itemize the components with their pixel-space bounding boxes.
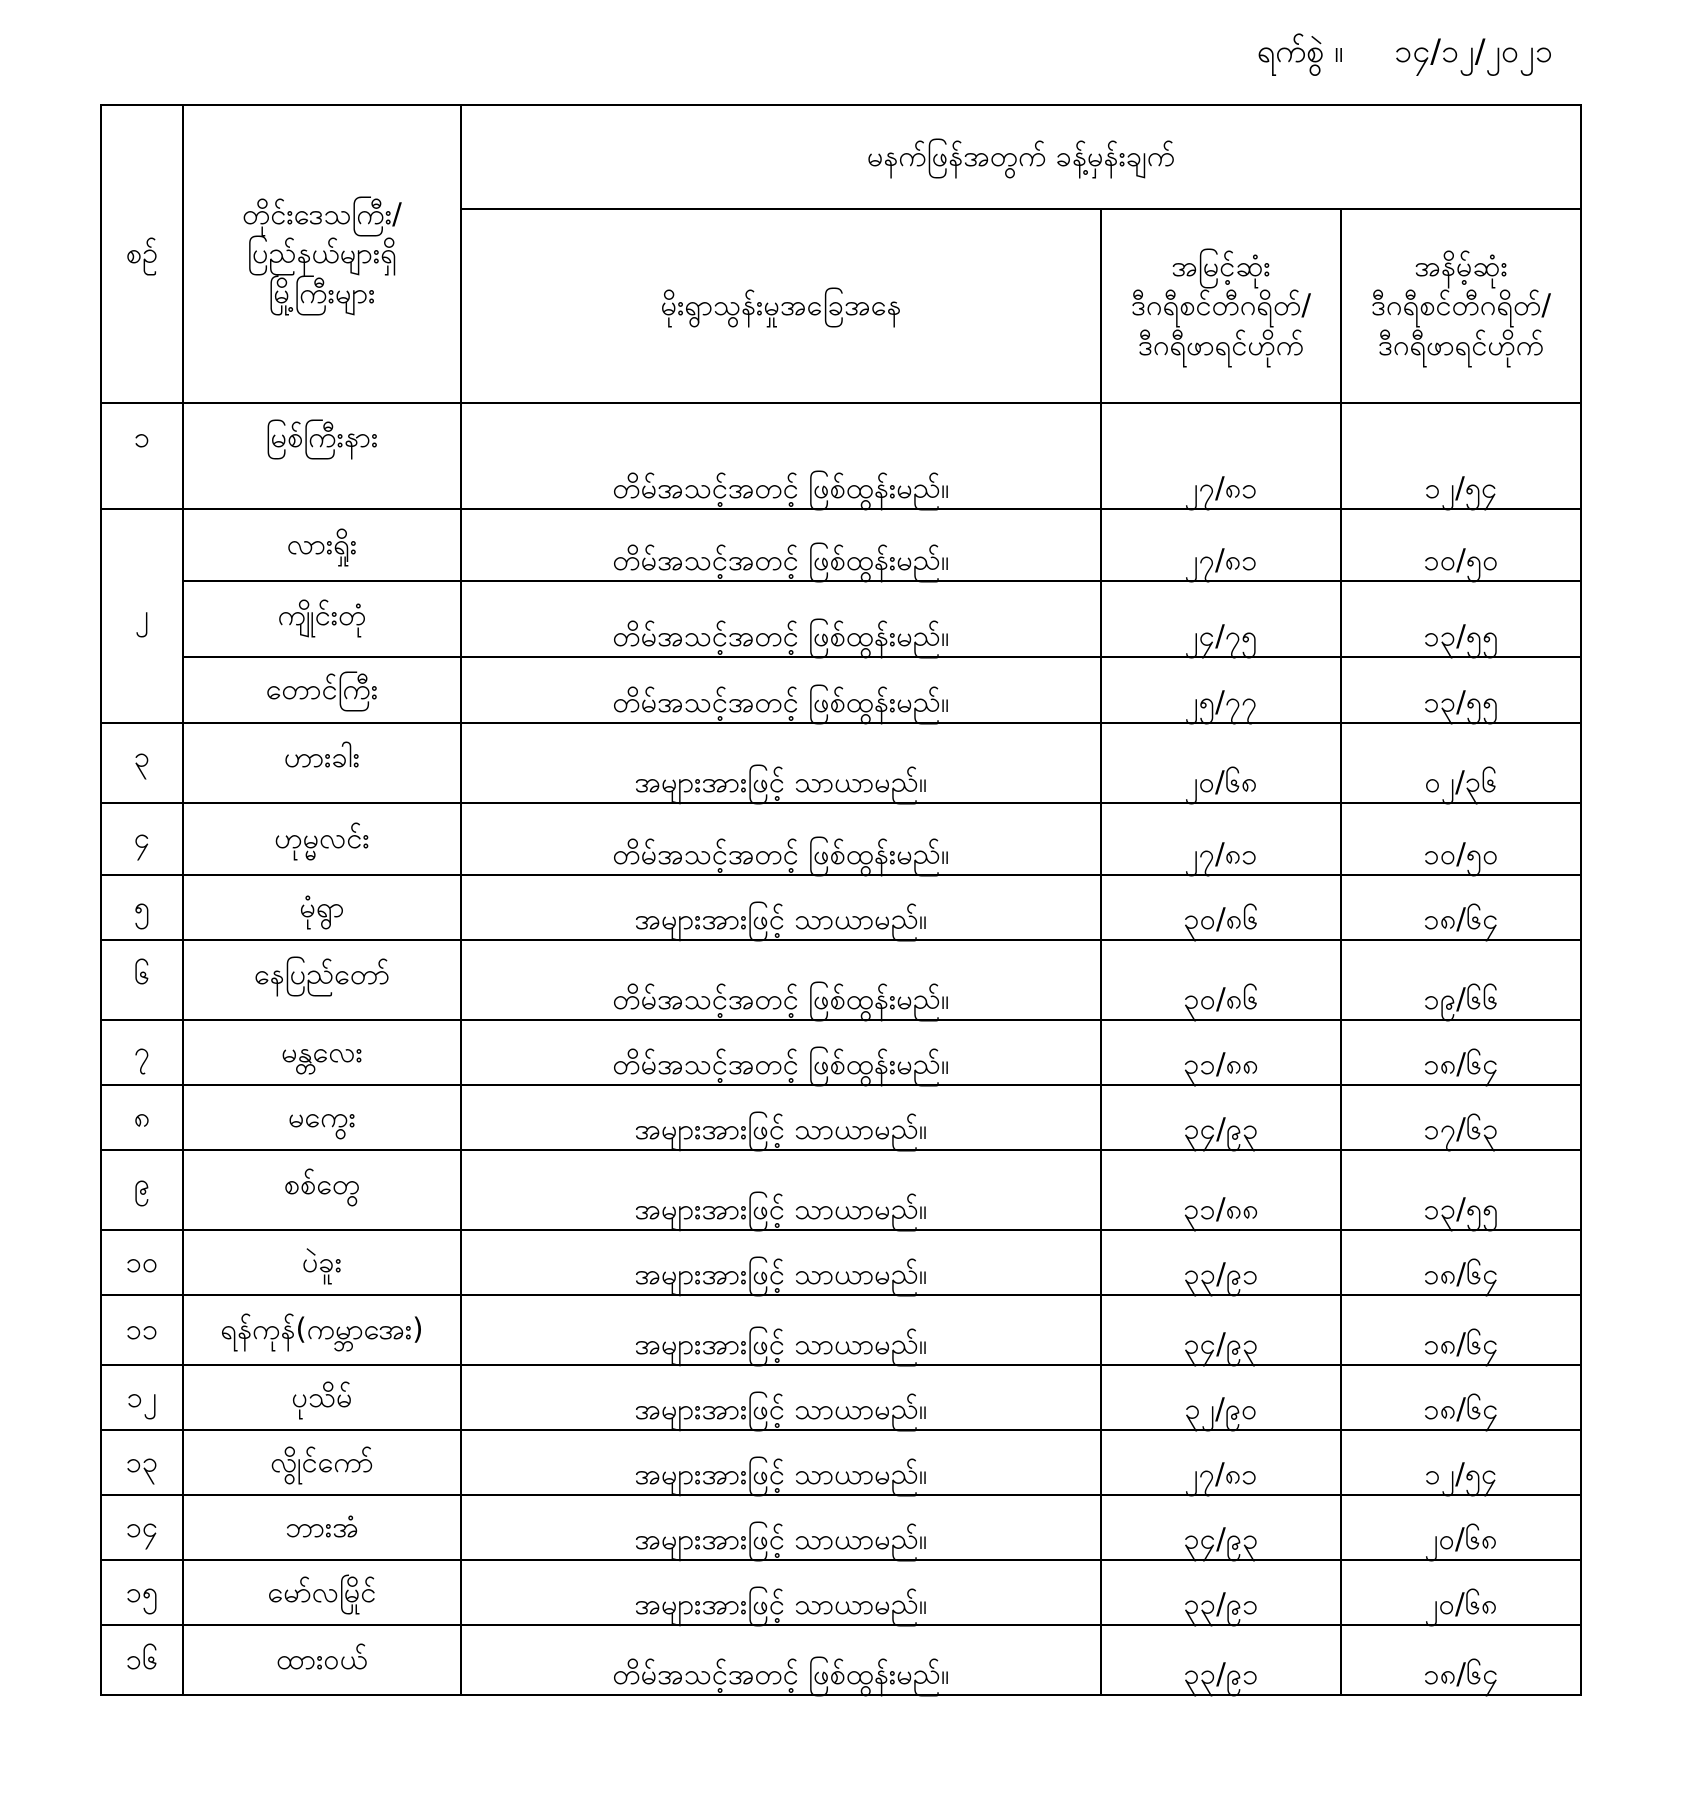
table-row	[101, 1625, 1581, 1695]
city-name: တောင်ကြီး	[183, 657, 461, 723]
header-min-line-2: ဒီဂရီစင်တီဂရိတ်/	[1370, 288, 1552, 323]
table-header	[101, 105, 1581, 403]
max-temperature: ၃၄/၉၃	[1101, 1295, 1341, 1365]
city-name: မုံရွာ	[183, 875, 461, 940]
header-max-line-2: ဒီဂရီစင်တီဂရိတ်/	[1130, 288, 1312, 323]
row-number: ၂	[101, 509, 183, 723]
header-min-temp	[1341, 209, 1581, 403]
table-row	[101, 581, 1581, 657]
table-row	[101, 1560, 1581, 1625]
table-row	[101, 657, 1581, 723]
min-temperature: ၀၂/၃၆	[1341, 723, 1581, 803]
city-name: စစ်တွေ	[183, 1150, 461, 1230]
max-temperature: ၂၅/၇၇	[1101, 657, 1341, 723]
max-temperature: ၂၀/၆၈	[1101, 723, 1341, 803]
weather-condition: အများအားဖြင့် သာယာမည်။	[461, 723, 1101, 803]
table-row	[101, 1020, 1581, 1085]
weather-condition: တိမ်အသင့်အတင့် ဖြစ်ထွန်းမည်။	[461, 940, 1101, 1020]
document-date	[1257, 30, 1553, 78]
table-row	[101, 403, 1581, 509]
header-city	[183, 105, 461, 403]
min-temperature: ၁၃/၅၅	[1341, 581, 1581, 657]
table-row	[101, 803, 1581, 875]
weather-condition: တိမ်အသင့်အတင့် ဖြစ်ထွန်းမည်။	[461, 403, 1101, 509]
max-temperature: ၃၂/၉၀	[1101, 1365, 1341, 1430]
min-temperature: ၁၀/၅၀	[1341, 509, 1581, 581]
table-row	[101, 1430, 1581, 1495]
max-temperature: ၂၇/၈၁	[1101, 509, 1341, 581]
city-name: မန္တလေး	[183, 1020, 461, 1085]
min-temperature: ၁၈/၆၄	[1341, 875, 1581, 940]
row-number: ၃	[101, 723, 183, 803]
row-number: ၁၁	[101, 1295, 183, 1365]
header-weather: မိုးရွာသွန်းမှုအခြေအနေ	[461, 209, 1101, 403]
max-temperature: ၂၇/၈၁	[1101, 1430, 1341, 1495]
min-temperature: ၁၇/၆၃	[1341, 1085, 1581, 1150]
header-max-temp	[1101, 209, 1341, 403]
row-number: ၅	[101, 875, 183, 940]
city-name: ထားဝယ်	[183, 1625, 461, 1695]
max-temperature: ၃၃/၉၁	[1101, 1230, 1341, 1295]
row-number: ၁၆	[101, 1625, 183, 1695]
max-temperature: ၃၁/၈၈	[1101, 1020, 1341, 1085]
table-row	[101, 940, 1581, 1020]
table-row	[101, 1230, 1581, 1295]
max-temperature: ၃၀/၈၆	[1101, 875, 1341, 940]
min-temperature: ၂၀/၆၈	[1341, 1495, 1581, 1560]
table-row	[101, 1295, 1581, 1365]
min-temperature: ၁၈/၆၄	[1341, 1295, 1581, 1365]
table-row	[101, 1085, 1581, 1150]
row-number: ၁၃	[101, 1430, 183, 1495]
city-name: ပုသိမ်	[183, 1365, 461, 1430]
row-number: ၁၀	[101, 1230, 183, 1295]
weather-condition: အများအားဖြင့် သာယာမည်။	[461, 875, 1101, 940]
max-temperature: ၃၀/၈၆	[1101, 940, 1341, 1020]
min-temperature: ၁၂/၅၄	[1341, 403, 1581, 509]
header-min-line-1: အနိမ့်ဆုံး	[1414, 249, 1508, 284]
weather-condition: တိမ်အသင့်အတင့် ဖြစ်ထွန်းမည်။	[461, 509, 1101, 581]
city-name: ရန်ကုန်(ကမ္ဘာအေး)	[183, 1295, 461, 1365]
table-row	[101, 509, 1581, 581]
city-name: လွိုင်ကော်	[183, 1430, 461, 1495]
table-row	[101, 1365, 1581, 1430]
max-temperature: ၃၃/၉၁	[1101, 1625, 1341, 1695]
city-name: နေပြည်တော်	[183, 940, 461, 1020]
min-temperature: ၁၈/၆၄	[1341, 1020, 1581, 1085]
table-body	[101, 403, 1581, 1695]
forecast-table	[100, 104, 1582, 1696]
city-name: မော်လမြိုင်	[183, 1560, 461, 1625]
min-temperature: ၂၀/၆၈	[1341, 1560, 1581, 1625]
city-name: ကျိုင်းတုံ	[183, 581, 461, 657]
weather-condition: အများအားဖြင့် သာယာမည်။	[461, 1230, 1101, 1295]
min-temperature: ၁၉/၆၆	[1341, 940, 1581, 1020]
weather-condition: အများအားဖြင့် သာယာမည်။	[461, 1085, 1101, 1150]
min-temperature: ၁၀/၅၀	[1341, 803, 1581, 875]
header-min-line-3: ဒီဂရီဖာရင်ဟိုက်	[1377, 327, 1545, 362]
weather-condition: တိမ်အသင့်အတင့် ဖြစ်ထွန်းမည်။	[461, 803, 1101, 875]
weather-condition: တိမ်အသင့်အတင့် ဖြစ်ထွန်းမည်။	[461, 1625, 1101, 1695]
row-number: ၁	[101, 403, 183, 509]
city-name: ဟားခါး	[183, 723, 461, 803]
weather-condition: အများအားဖြင့် သာယာမည်။	[461, 1430, 1101, 1495]
weather-condition: တိမ်အသင့်အတင့် ဖြစ်ထွန်းမည်။	[461, 657, 1101, 723]
min-temperature: ၁၈/၆၄	[1341, 1625, 1581, 1695]
weather-condition: အများအားဖြင့် သာယာမည်။	[461, 1560, 1101, 1625]
date-label: ရက်စွဲ ။	[1256, 32, 1345, 70]
min-temperature: ၁၃/၅၅	[1341, 657, 1581, 723]
min-temperature: ၁၈/၆၄	[1341, 1365, 1581, 1430]
weather-condition: အများအားဖြင့် သာယာမည်။	[461, 1150, 1101, 1230]
table-row	[101, 875, 1581, 940]
max-temperature: ၃၁/၈၈	[1101, 1150, 1341, 1230]
max-temperature: ၂၇/၈၁	[1101, 803, 1341, 875]
city-name: ဘားအံ	[183, 1495, 461, 1560]
max-temperature: ၂၇/၈၁	[1101, 403, 1341, 509]
table-row	[101, 723, 1581, 803]
min-temperature: ၁၂/၅၄	[1341, 1430, 1581, 1495]
row-number: ၉	[101, 1150, 183, 1230]
weather-condition: အများအားဖြင့် သာယာမည်။	[461, 1295, 1101, 1365]
row-number: ၇	[101, 1020, 183, 1085]
city-name: မြစ်ကြီးနား	[183, 403, 461, 509]
weather-condition: တိမ်အသင့်အတင့် ဖြစ်ထွန်းမည်။	[461, 1020, 1101, 1085]
weather-condition: တိမ်အသင့်အတင့် ဖြစ်ထွန်းမည်။	[461, 581, 1101, 657]
header-city-line-1: တိုင်းဒေသကြီး/	[242, 197, 402, 232]
header-city-line-2: ပြည်နယ်များရှိ	[247, 236, 397, 271]
max-temperature: ၃၄/၉၃	[1101, 1495, 1341, 1560]
header-city-line-3: မြို့ကြီးများ	[268, 275, 376, 310]
city-name: မကွေး	[183, 1085, 461, 1150]
max-temperature: ၃၄/၉၃	[1101, 1085, 1341, 1150]
header-max-line-3: ဒီဂရီဖာရင်ဟိုက်	[1137, 327, 1305, 362]
table-row	[101, 1495, 1581, 1560]
city-name: ဟုမ္မလင်း	[183, 803, 461, 875]
min-temperature: ၁၃/၅၅	[1341, 1150, 1581, 1230]
row-number: ၆	[101, 940, 183, 1020]
city-name: ပဲခူး	[183, 1230, 461, 1295]
weather-condition: အများအားဖြင့် သာယာမည်။	[461, 1365, 1101, 1430]
table-row	[101, 1150, 1581, 1230]
row-number: ၄	[101, 803, 183, 875]
min-temperature: ၁၈/၆၄	[1341, 1230, 1581, 1295]
max-temperature: ၃၃/၉၁	[1101, 1560, 1341, 1625]
row-number: ၈	[101, 1085, 183, 1150]
header-max-line-1: အမြင့်ဆုံး	[1171, 249, 1271, 284]
weather-condition: အများအားဖြင့် သာယာမည်။	[461, 1495, 1101, 1560]
date-value: ၁၄/၁၂/၂၀၂၁	[1394, 32, 1553, 70]
header-no: စဉ်	[101, 105, 183, 403]
row-number: ၁၂	[101, 1365, 183, 1430]
row-number: ၁၅	[101, 1560, 183, 1625]
city-name: လားရှိုး	[183, 509, 461, 581]
header-forecast-group: မနက်ဖြန်အတွက် ခန့်မှန်းချက်	[461, 105, 1581, 209]
row-number: ၁၄	[101, 1495, 183, 1560]
max-temperature: ၂၄/၇၅	[1101, 581, 1341, 657]
